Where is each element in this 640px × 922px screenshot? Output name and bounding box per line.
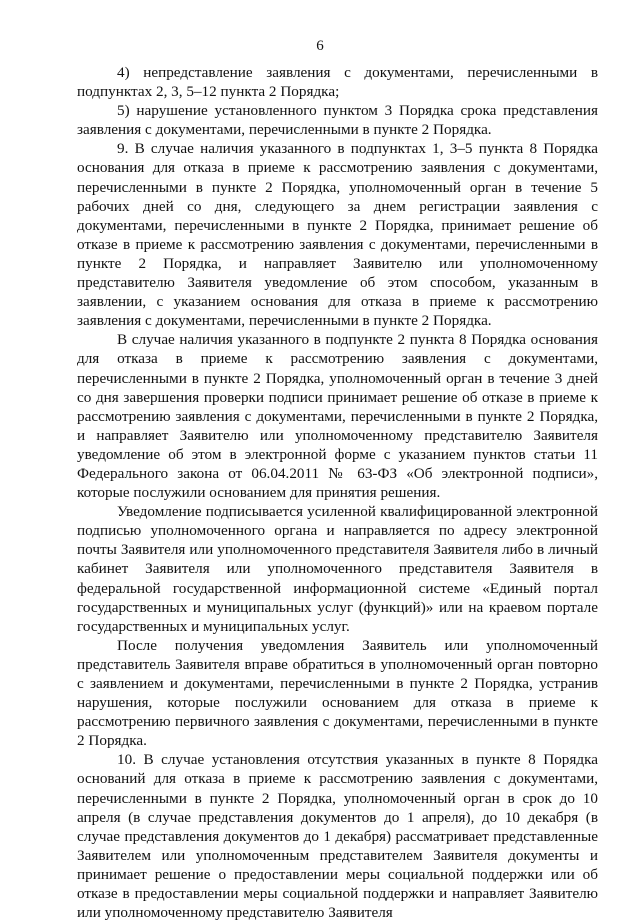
paragraph-after-notification: После получения уведомления Заявитель или уполномоченный представитель Заявителя вправе обратиться в уполномоченный орган повторно с заявлением и документами, перечисленными в пункте 2 Порядка, устранив нарушения, которые послужили основанием для отказа в приеме к рассмотрению первичного заявления с документами, перечисленными в пункте 2 Порядка. bbox=[77, 636, 598, 750]
document-body bbox=[77, 63, 598, 922]
paragraph-subpoint-2-case: В случае наличия указанного в подпункте 2 пункта 8 Порядка основания для отказа в приеме к рассмотрению заявления с документами, перечисленными в пункте 2 Порядка, уполномоченный орган в течение 3 дней со дня завершения проверки подписи принимает решение об отказе в приеме к рассмотрению заявления с документами, перечисленными в пункте 2 Порядка, и направляет Заявителю или уполномоченному представителю Заявителя уведомление об этом в электронной форме с указанием пунктов статьи 11 Федерального закона от 06.04.2011 № 63-ФЗ «Об электронной подписи», которые послужили основанием для принятия решения. bbox=[77, 331, 598, 502]
paragraph-item-5: 5) нарушение установленного пунктом 3 Порядка срока представления заявления с документами, перечисленными в пункте 2 Порядка. bbox=[77, 102, 598, 139]
page-number: 6 bbox=[316, 38, 324, 54]
paragraph-clause-9: 9. В случае наличия указанного в подпунктах 1, 3–5 пункта 8 Порядка основания для отказа в приеме к рассмотрению заявления с документами, перечисленными в пункте 2 Порядка, уполномоченный орган в течение 5 рабочих дней со дня, следующего за днем регистрации заявления с документами, перечисленными в пункте 2 Порядка, принимает решение об отказе в приеме к рассмотрению заявления с документами, перечисленными в пункте 2 Порядка, и направляет Заявителю или уполномоченному представителю Заявителя уведомление об этом способом, указанным в заявлении, с указанием основания для отказа в приеме к рассмотрению заявления с документами, перечисленными в пункте 2 Порядка. bbox=[77, 140, 598, 330]
paragraph-item-4: 4) непредставление заявления с документами, перечисленными в подпунктах 2, 3, 5–12 пункта 2 Порядка; bbox=[77, 64, 598, 101]
paragraph-notification: Уведомление подписывается усиленной квалифицированной электронной подписью уполномоченного органа и направляется по адресу электронной почты Заявителя или уполномоченного представителя Заявителя либо в личный кабинет Заявителя или уполномоченного представителя Заявителя в федеральной государственной информационной системе «Единый портал государственных и муниципальных услуг (функций)» или на краевом портале государственных и муниципальных услуг. bbox=[77, 503, 598, 635]
paragraph-clause-10: 10. В случае установления отсутствия указанных в пункте 8 Порядка оснований для отказа в приеме к рассмотрению заявления с документами, перечисленными в пункте 2 Порядка, уполномоченный орган в срок до 10 апреля (в случае представления документов до 1 апреля), до 10 декабря (в случае представления документов до 1 декабря) рассматривает представленные Заявителем или уполномоченным представителем Заявителя документы и принимает решение о предоставлении меры социальной поддержки или об отказе в предоставлении меры социальной поддержки и направляет Заявителю или уполномоченному представителю Заявителя bbox=[77, 751, 598, 922]
